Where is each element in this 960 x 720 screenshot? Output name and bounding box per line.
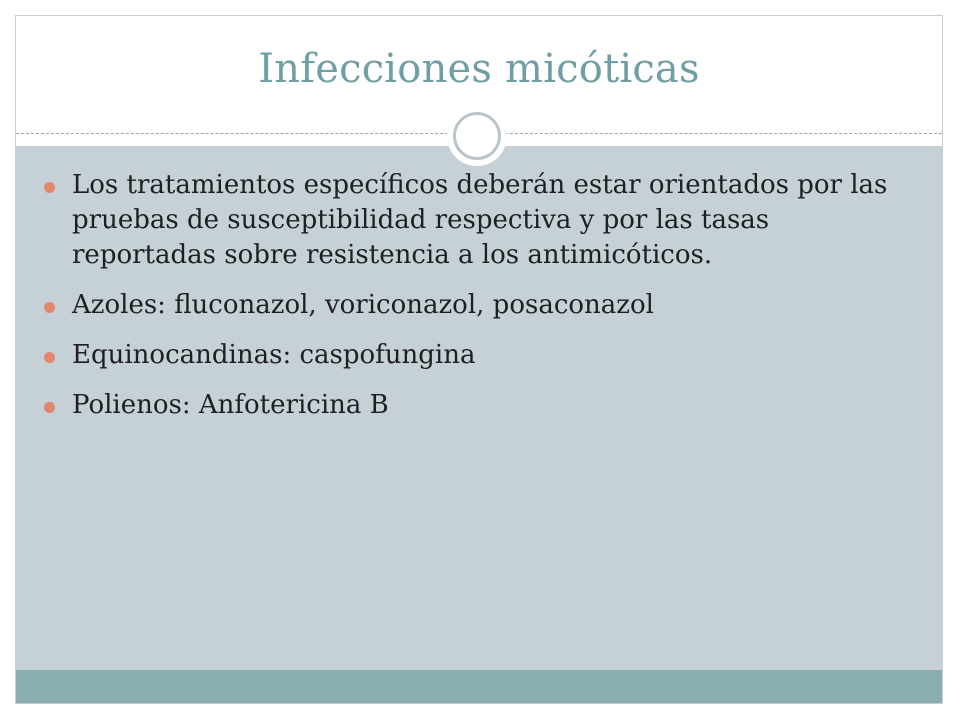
bullet-list [40, 168, 900, 438]
bullet-dot-icon [44, 402, 55, 413]
bullet-item [40, 388, 900, 423]
bullet-text: Polienos: Anfotericina B [72, 390, 389, 420]
ring-inner [453, 112, 501, 160]
bullet-item [40, 168, 900, 273]
footer-band [16, 670, 942, 703]
bullet-item [40, 338, 900, 373]
bullet-dot-icon [44, 302, 55, 313]
ring-ornament-icon [447, 106, 507, 166]
bullet-text: Azoles: fluconazol, voriconazol, posaconazol [72, 290, 654, 320]
bullet-text: Los tratamientos específicos deberán estar orientados por las pruebas de susceptibilidad respectiva y por las tasas reportadas sobre resistencia a los antimicóticos. [72, 170, 888, 270]
bullet-dot-icon [44, 352, 55, 363]
slide-title: Infecciones micóticas [258, 46, 700, 92]
bullet-item [40, 288, 900, 323]
bullet-dot-icon [44, 182, 55, 193]
bullet-text: Equinocandinas: caspofungina [72, 340, 476, 370]
